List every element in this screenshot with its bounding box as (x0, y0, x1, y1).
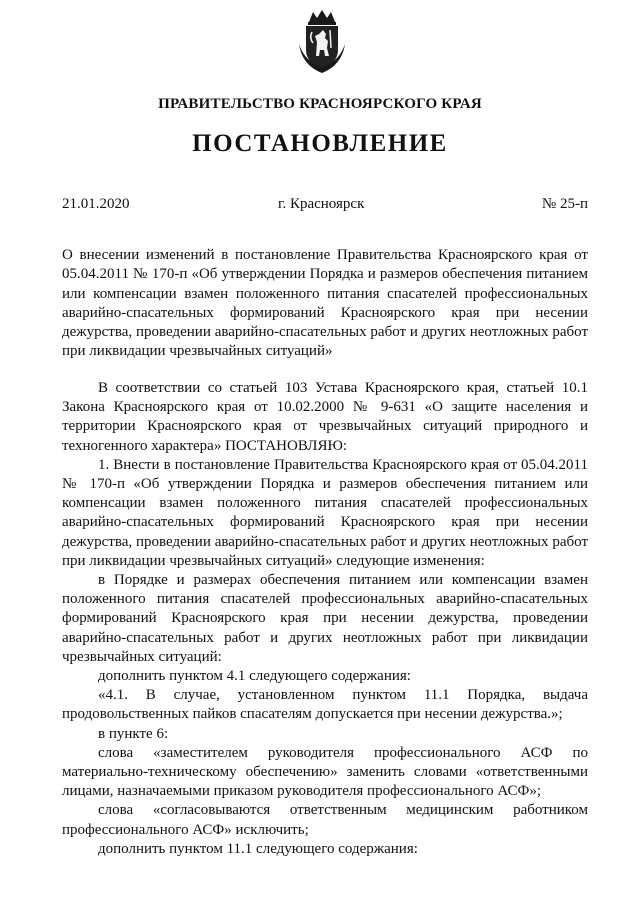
document-city: г. Красноярск (278, 196, 365, 212)
government-name: ПРАВИТЕЛЬСТВО КРАСНОЯРСКОГО КРАЯ (158, 96, 482, 112)
document-subject: О внесении изменений в постановление Правительства Красноярского края от 05.04.2011 № 170-п «Об утверждении Порядка и размеров обеспечения питанием или компенсации взамен положенного питания спасателей профессиональных аварийно-спасательных формирований Красноярского края при несении дежурства, проведении аварийно-спасательных работ и других неотложных работ при ликвидации чрезвычайных ситуаций» (62, 247, 588, 360)
document-date: 21.01.2020 (62, 196, 130, 212)
body-paragraph: в пункте 6: (98, 725, 169, 742)
document-number: № 25-п (541, 196, 588, 212)
body-paragraph: 1. Внести в постановление Правительства Красноярского края от 05.04.2011 № 170-п «Об утверждении Порядка и размеров обеспечения питанием или компенсации взамен положенного питания спасателей профессиональных аварийно-спасательных формирований Красноярского края при несении дежурства, проведении аварийно-спасательных работ и других неотложных работ при ликвидации чрезвычайных ситуаций» следующие изменения: (62, 456, 588, 569)
body-paragraph: слова «согласовываются ответственным медицинским работником профессионального АСФ» исключить; (62, 802, 588, 838)
body-paragraph: в Порядке и размерах обеспечения питанием или компенсации взамен положенного питания спасателей профессиональных аварийно-спасательных формирований Красноярского края при несении дежурства, проведении аварийно-спасательных работ и других неотложных работ при ликвидации чрезвычайных ситуаций: (62, 572, 588, 665)
krasnoyarsk-coat-of-arms-icon (295, 8, 349, 74)
body-paragraph: слова «заместителем руководителя профессионального АСФ по материально-техническому обеспечению» заменить словами «ответственными лицами, назначаемыми приказом руководителя профессионального АСФ»; (62, 744, 588, 800)
body-paragraph: «4.1. В случае, установленном пунктом 11.1 Порядка, выдача продовольственных пайков спасателям допускается при несении дежурства.»; (62, 687, 588, 723)
document-body (62, 379, 588, 859)
body-paragraph: В соответствии со статьей 103 Устава Красноярского края, статьей 10.1 Закона Красноярского края от 10.02.2000 № 9-631 «О защите населения и территории Красноярского края от чрезвычайных ситуаций природного и техногенного характера» ПОСТАНОВЛЯЮ: (62, 380, 588, 454)
document-title: ПОСТАНОВЛЕНИЕ (192, 130, 448, 157)
body-paragraph: дополнить пунктом 4.1 следующего содержания: (98, 668, 411, 685)
body-paragraph: дополнить пунктом 11.1 следующего содержания: (98, 840, 418, 857)
